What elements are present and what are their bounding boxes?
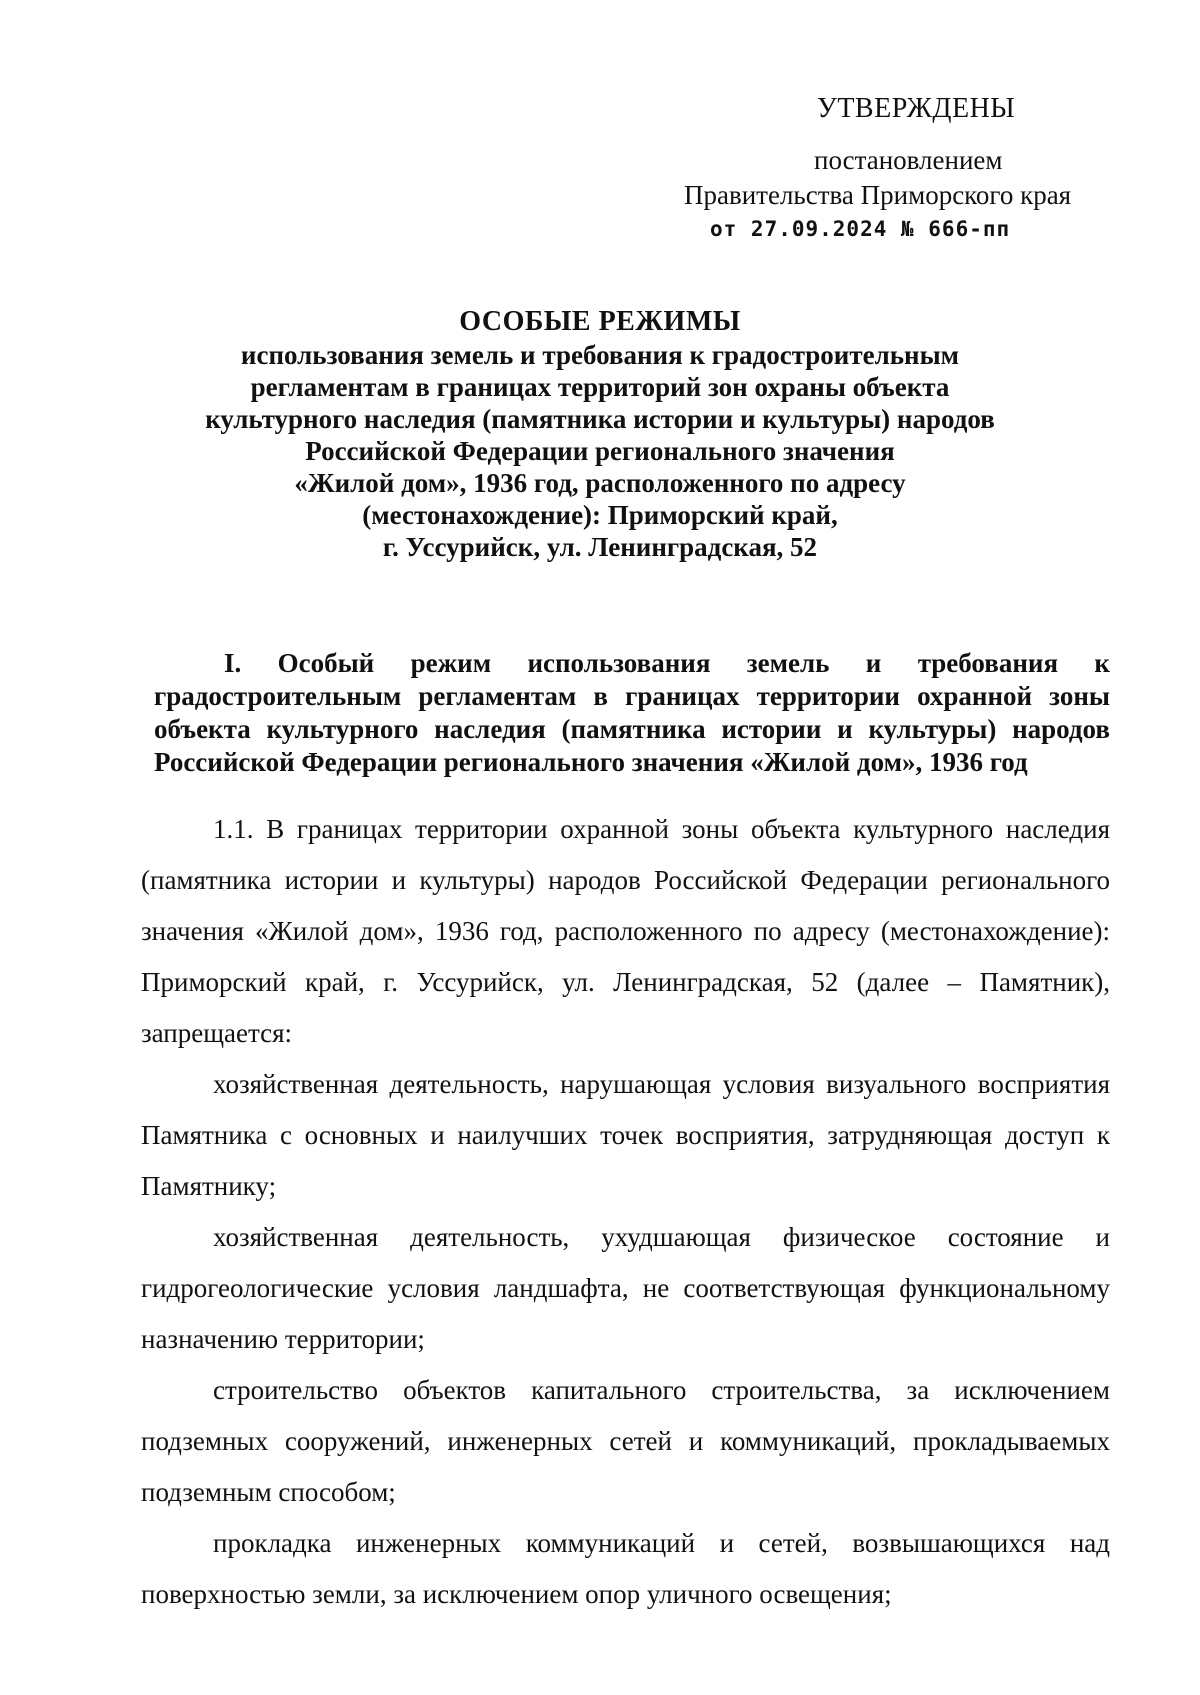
title-line: (местонахождение): Приморский край, xyxy=(362,500,838,530)
heading-word: Особый xyxy=(277,648,375,678)
heading-word: народов xyxy=(1012,714,1110,744)
paragraph-1-1: 1.1. В границах территории охранной зоны объекта культурного наследия (памятника истории и культуры) народов Российской Федерации регионального значения «Жилой дом», 1936 год, расположенного по адресу (местонахождение): Приморский край, г. Уссурийск, ул. Ленинградская, 52 (далее – Памятник), запрещается: xyxy=(141,814,1110,1048)
title-line: регламентам в границах территорий зон охраны объекта xyxy=(250,372,950,402)
heading-word: охранной xyxy=(917,681,1033,711)
heading-word: истории xyxy=(721,714,822,744)
prohibition-item: прокладка инженерных коммуникаций и сетей, возвышающихся над поверхностью земли, за исключением опор уличного освещения; xyxy=(141,1528,1110,1609)
heading-word: культурного xyxy=(266,714,419,744)
section-heading-line-last: Российской Федерации регионального значения «Жилой дом», 1936 год xyxy=(154,747,1028,777)
heading-word: наследия xyxy=(434,714,546,744)
heading-word: в xyxy=(593,681,608,711)
document-title xyxy=(150,306,1050,563)
approval-authority: Правительства Приморского края xyxy=(684,180,1072,210)
heading-word: градостроительным xyxy=(154,681,402,711)
decree-date-number: от 27.09.2024 № 666-пп xyxy=(710,217,1011,241)
section-1-body xyxy=(141,804,1110,1620)
title-line: Российской Федерации регионального значения xyxy=(305,436,895,466)
title-line: г. Уссурийск, ул. Ленинградская, 52 xyxy=(382,532,818,562)
prohibition-item: строительство объектов капитального строительства, за исключением подземных сооружений, инженерных сетей и коммуникаций, прокладываемых подземным способом; xyxy=(141,1375,1110,1507)
heading-word: к xyxy=(1094,648,1110,678)
heading-word: (памятника xyxy=(561,714,706,744)
approved-label: УТВЕРЖДЕНЫ xyxy=(817,93,1016,124)
heading-word: и xyxy=(865,648,882,678)
heading-word: требования xyxy=(917,648,1059,678)
heading-word: объекта xyxy=(154,714,251,744)
heading-word: границах xyxy=(625,681,740,711)
heading-word: режим xyxy=(410,648,492,678)
heading-word: зоны xyxy=(1049,681,1110,711)
heading-word: земель xyxy=(746,648,830,678)
title-line: культурного наследия (памятника истории и культуры) народов xyxy=(205,404,995,434)
heading-word: территории xyxy=(756,681,900,711)
section-1-heading xyxy=(154,647,1110,779)
section-heading-line xyxy=(154,713,1110,746)
heading-word: и xyxy=(837,714,853,744)
heading-word: культуры) xyxy=(868,714,997,744)
section-heading-line-1 xyxy=(154,647,1110,680)
title-line: использования земель и требования к градостроительным xyxy=(240,340,960,370)
approval-decree-type: постановлением xyxy=(814,145,1003,175)
heading-word: использования xyxy=(527,648,711,678)
heading-word: I. xyxy=(224,648,242,678)
title-main: ОСОБЫЕ РЕЖИМЫ xyxy=(459,306,741,337)
title-line: «Жилой дом», 1936 год, расположенного по адресу xyxy=(294,468,906,498)
heading-word: регламентам xyxy=(418,681,577,711)
prohibition-item: хозяйственная деятельность, нарушающая условия визуального восприятия Памятника с основных и наилучших точек восприятия, затрудняющая доступ к Памятнику; xyxy=(141,1069,1110,1201)
prohibition-item: хозяйственная деятельность, ухудшающая физическое состояние и гидрогеологические условия ландшафта, не соответствующая функциональному назначению территории; xyxy=(141,1222,1110,1354)
section-heading-line xyxy=(154,680,1110,713)
